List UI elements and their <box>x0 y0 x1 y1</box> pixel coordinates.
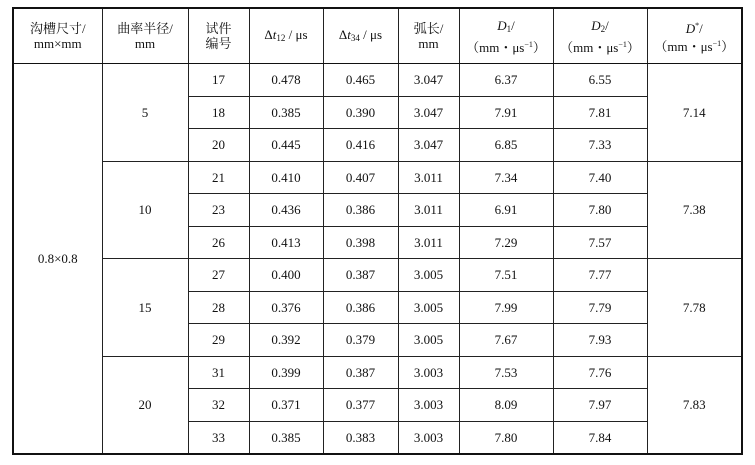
radius-cell: 10 <box>102 161 188 259</box>
dt34-cell: 0.407 <box>323 161 398 194</box>
table-row <box>13 356 742 389</box>
dt12-cell: 0.410 <box>249 161 323 194</box>
d1-cell: 7.91 <box>459 96 553 129</box>
arc-cell: 3.011 <box>398 194 459 227</box>
specimen-id-cell: 21 <box>188 161 249 194</box>
header-dt34 <box>323 8 398 64</box>
header-arc-line2: mm <box>418 36 439 51</box>
d1-cell: 7.99 <box>459 291 553 324</box>
header-specimen-line2: 编号 <box>205 36 232 51</box>
dt34-cell: 0.387 <box>323 259 398 292</box>
dt12-cell: 0.445 <box>249 129 323 162</box>
d2-cell: 7.80 <box>553 194 647 227</box>
table-row <box>13 161 742 194</box>
d2-cell: 6.55 <box>553 64 647 97</box>
d2-cell: 7.57 <box>553 226 647 259</box>
header-d2-close: ） <box>626 39 640 55</box>
header-dt12-delta: Δ <box>264 26 273 42</box>
header-arc-line1: 弧长/ <box>413 21 444 36</box>
header-d2-line2 <box>554 37 647 55</box>
d2-cell: 7.81 <box>553 96 647 129</box>
header-d1-sub: 1 <box>506 23 512 34</box>
header-d1-line2 <box>460 37 553 55</box>
header-d2-sub: 2 <box>600 23 606 34</box>
dt12-cell: 0.399 <box>249 356 323 389</box>
header-dt34-sub: 34 <box>350 32 360 43</box>
arc-cell: 3.047 <box>398 64 459 97</box>
d1-cell: 6.85 <box>459 129 553 162</box>
header-dstar-unit: （mm・μs <box>654 39 713 54</box>
header-dt12 <box>249 8 323 64</box>
header-row <box>13 8 742 64</box>
header-dstar-close: ） <box>721 39 735 54</box>
header-d1-symbol: D <box>497 17 507 33</box>
header-d2-unit: （mm・μs <box>560 39 619 55</box>
header-dt34-unit: / μs <box>363 26 383 42</box>
d1-cell: 6.37 <box>459 64 553 97</box>
arc-cell: 3.003 <box>398 356 459 389</box>
header-d1-exp: −1 <box>524 39 533 49</box>
data-table-container <box>12 7 741 455</box>
header-d1-close: ） <box>532 39 546 55</box>
header-dstar-slash: / <box>699 21 703 36</box>
header-dt34-delta: Δ <box>338 26 348 42</box>
dt34-cell: 0.386 <box>323 291 398 324</box>
header-d2-symbol: D <box>591 17 601 33</box>
d2-cell: 7.79 <box>553 291 647 324</box>
specimen-id-cell: 32 <box>188 389 249 422</box>
table-row <box>13 259 742 292</box>
specimen-id-cell: 28 <box>188 291 249 324</box>
dt12-cell: 0.413 <box>249 226 323 259</box>
d1-cell: 7.29 <box>459 226 553 259</box>
dt12-cell: 0.385 <box>249 421 323 454</box>
header-d1-unit: （mm・μs <box>466 39 525 55</box>
dt12-cell: 0.478 <box>249 64 323 97</box>
d2-cell: 7.33 <box>553 129 647 162</box>
radius-cell: 20 <box>102 356 188 454</box>
specimen-id-cell: 23 <box>188 194 249 227</box>
d1-cell: 8.09 <box>459 389 553 422</box>
specimen-id-cell: 27 <box>188 259 249 292</box>
header-specimen <box>188 8 249 64</box>
header-arc <box>398 8 459 64</box>
d2-cell: 7.77 <box>553 259 647 292</box>
dt12-cell: 0.436 <box>249 194 323 227</box>
d1-cell: 6.91 <box>459 194 553 227</box>
d1-cell: 7.67 <box>459 324 553 357</box>
dt12-cell: 0.392 <box>249 324 323 357</box>
header-d1-line1 <box>460 18 553 37</box>
dt34-cell: 0.379 <box>323 324 398 357</box>
specimen-id-cell: 26 <box>188 226 249 259</box>
header-groove-line2: mm×mm <box>33 36 82 51</box>
d1-cell: 7.80 <box>459 421 553 454</box>
dt12-cell: 0.371 <box>249 389 323 422</box>
dstar-cell: 7.38 <box>647 161 742 259</box>
groove-size-cell: 0.8×0.8 <box>13 64 102 455</box>
header-dstar-line2 <box>648 36 742 54</box>
table-body <box>13 64 742 455</box>
arc-cell: 3.011 <box>398 226 459 259</box>
dt12-cell: 0.400 <box>249 259 323 292</box>
d2-cell: 7.97 <box>553 389 647 422</box>
dt34-cell: 0.383 <box>323 421 398 454</box>
radius-cell: 5 <box>102 64 188 162</box>
header-d1 <box>459 8 553 64</box>
dt34-cell: 0.377 <box>323 389 398 422</box>
header-d1-slash: / <box>511 17 515 33</box>
specimen-id-cell: 17 <box>188 64 249 97</box>
d2-cell: 7.76 <box>553 356 647 389</box>
specimen-id-cell: 20 <box>188 129 249 162</box>
dstar-cell: 7.78 <box>647 259 742 357</box>
dstar-cell: 7.83 <box>647 356 742 454</box>
arc-cell: 3.047 <box>398 129 459 162</box>
arc-cell: 3.005 <box>398 259 459 292</box>
header-dstar-sup: * <box>695 21 700 30</box>
header-d2-slash: / <box>605 17 609 33</box>
d1-cell: 7.53 <box>459 356 553 389</box>
header-d2 <box>553 8 647 64</box>
arc-cell: 3.003 <box>398 389 459 422</box>
arc-cell: 3.005 <box>398 324 459 357</box>
arc-cell: 3.011 <box>398 161 459 194</box>
dstar-cell: 7.14 <box>647 64 742 162</box>
header-dt12-sub: 12 <box>276 32 286 43</box>
arc-cell: 3.003 <box>398 421 459 454</box>
dt34-cell: 0.387 <box>323 356 398 389</box>
header-dstar-exp: −1 <box>712 39 722 48</box>
arc-cell: 3.047 <box>398 96 459 129</box>
header-dstar <box>647 8 742 64</box>
header-radius-line2: mm <box>134 36 156 51</box>
header-radius <box>102 8 188 64</box>
d1-cell: 7.51 <box>459 259 553 292</box>
header-groove-size <box>13 8 102 64</box>
header-radius-line1: 曲率半径/ <box>117 21 173 36</box>
header-groove-line1: 沟槽尺寸/ <box>29 21 86 36</box>
d2-cell: 7.40 <box>553 161 647 194</box>
dt34-cell: 0.390 <box>323 96 398 129</box>
data-table <box>12 7 743 455</box>
header-d2-line1 <box>554 18 647 37</box>
header-dt34-t: t <box>347 26 351 42</box>
dt12-cell: 0.376 <box>249 291 323 324</box>
d2-cell: 7.93 <box>553 324 647 357</box>
header-d2-exp: −1 <box>618 39 627 49</box>
dt34-cell: 0.398 <box>323 226 398 259</box>
specimen-id-cell: 33 <box>188 421 249 454</box>
specimen-id-cell: 18 <box>188 96 249 129</box>
table-header <box>13 8 742 64</box>
specimen-id-cell: 31 <box>188 356 249 389</box>
header-dstar-symbol: D <box>685 21 696 36</box>
dt34-cell: 0.386 <box>323 194 398 227</box>
dt34-cell: 0.416 <box>323 129 398 162</box>
header-dstar-line1 <box>648 18 742 36</box>
table-row <box>13 64 742 97</box>
header-specimen-line1: 试件 <box>205 21 232 36</box>
header-dt12-t: t <box>272 26 277 42</box>
d1-cell: 7.34 <box>459 161 553 194</box>
dt34-cell: 0.465 <box>323 64 398 97</box>
dt12-cell: 0.385 <box>249 96 323 129</box>
d2-cell: 7.84 <box>553 421 647 454</box>
specimen-id-cell: 29 <box>188 324 249 357</box>
arc-cell: 3.005 <box>398 291 459 324</box>
header-dt12-unit: / μs <box>288 26 308 42</box>
radius-cell: 15 <box>102 259 188 357</box>
